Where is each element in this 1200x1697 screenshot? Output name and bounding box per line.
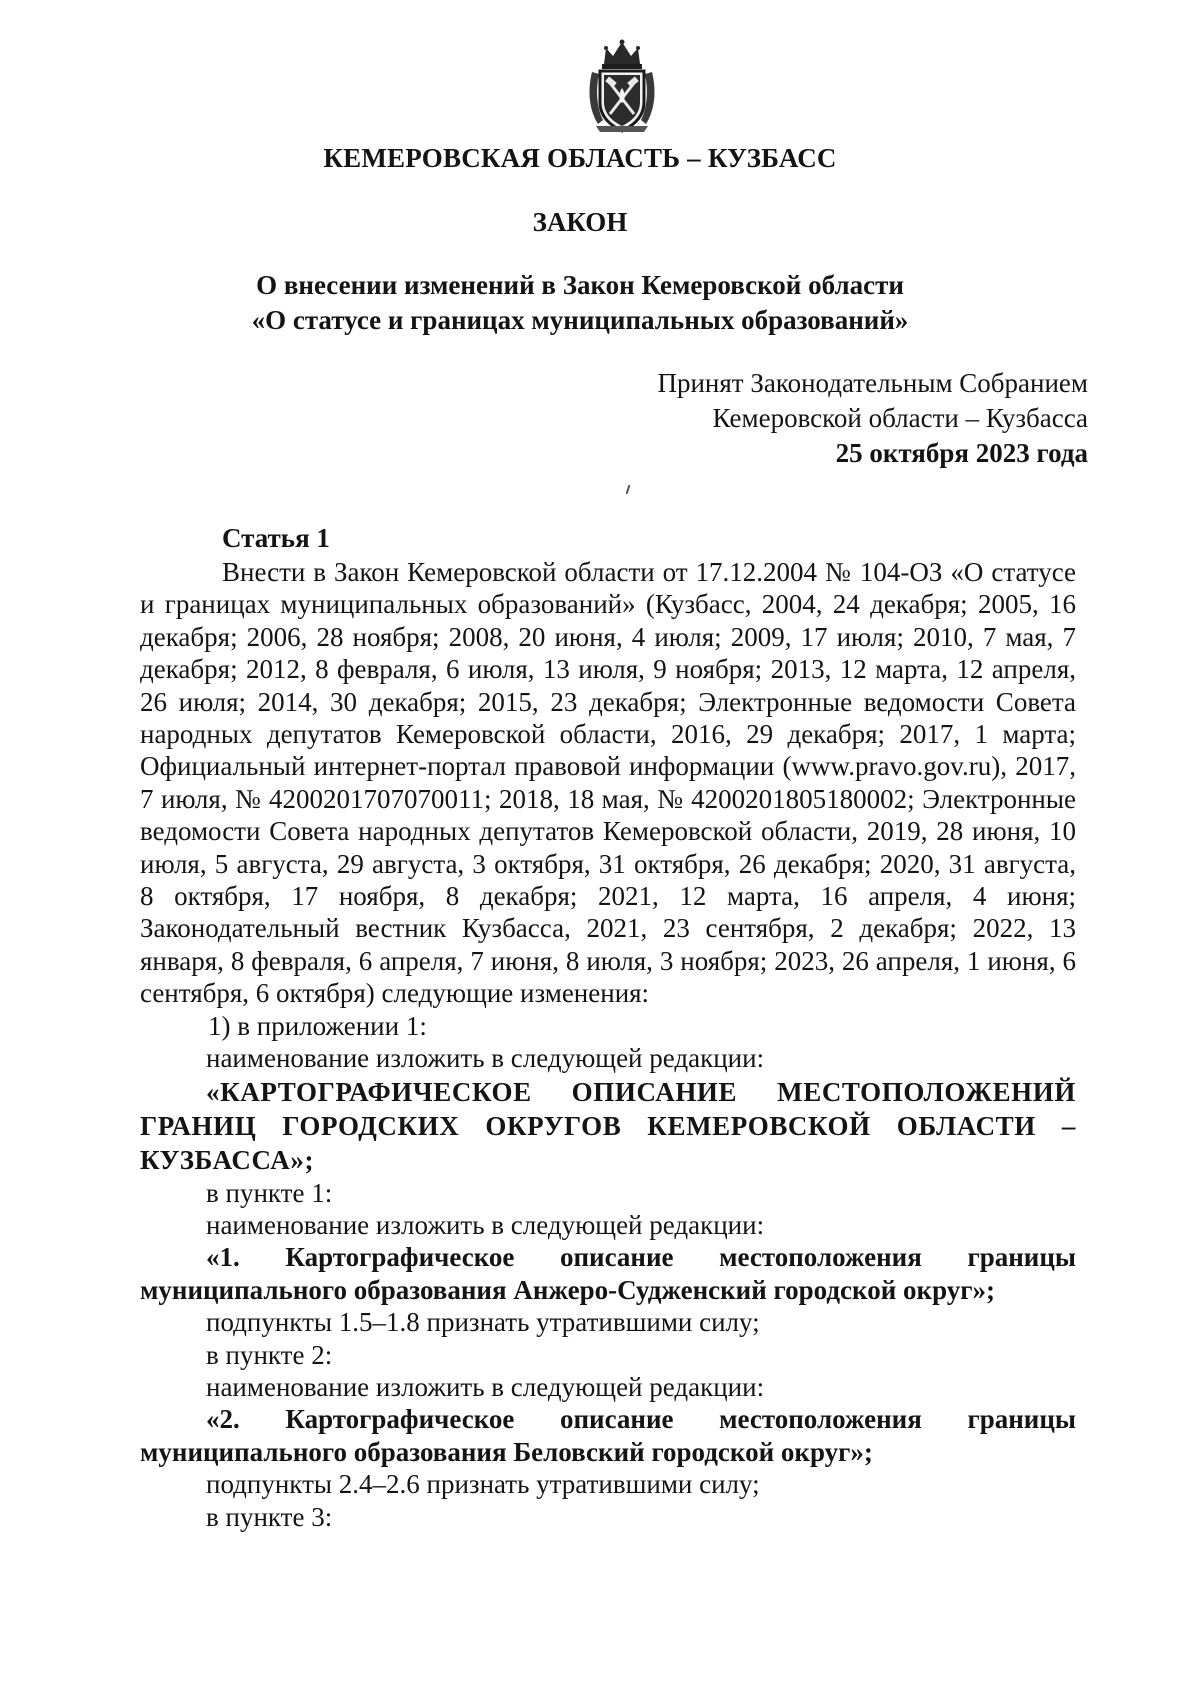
point-heading: в пункте 2: [206,1339,333,1370]
document-type-label: ЗАКОН [532,207,628,237]
adoption-line-1: Принят Законодательным Собранием [657,368,1088,398]
article-heading: Статья 1 [222,523,330,553]
void-subpoints: подпункты 2.4–2.6 признать утратившими силу; [206,1469,760,1500]
point-heading: в пункте 3: [206,1501,333,1532]
region-title: КЕМЕРОВСКАЯ ОБЛАСТЬ – КУЗБАСС [323,143,837,173]
adoption-date: 25 октября 2023 года [835,438,1088,468]
article-body [140,556,1076,1533]
law-subject [0,268,1160,338]
amendment-item-1: 1) в приложении 1: [208,1010,427,1041]
law-subject-line-1: О внесении изменений в Закон Кемеровской области [256,270,904,300]
law-subject-line-2: «О статусе и границах муниципальных образований» [251,305,909,335]
rename-instruction: наименование изложить в следующей редакции: [206,1209,765,1240]
point-heading: в пункте 1: [206,1177,333,1208]
void-subpoints: подпункты 1.5–1.8 признать утратившими силу; [206,1307,760,1338]
kuzbass-coat-of-arms-icon [586,38,658,134]
adoption-block [657,366,1088,471]
adoption-line-2: Кемеровской области – Кузбасса [712,403,1088,433]
new-point-1-title: «1. Картографическое описание местоположения границы муниципального образования Анжеро-Судженский городской округ»; [140,1242,1076,1305]
rename-instruction: наименование изложить в следующей редакции: [206,1043,765,1074]
article-intro: Внести в Закон Кемеровской области от 17.12.2004 № 104-ОЗ «О статусе и границах муниципальных образований» (Кузбасс, 2004, 24 декабря; 2005, 16 декабря; 2006, 28 ноября; 2008, 20 июня, 4 июля; 2009, 17 июля; 2010, 7 мая, 7 декабря; 2012, 8 февраля, 6 июля, 13 июля, 9 ноября; 2013, 12 марта, 12 апреля, 26 июля; 2014, 30 декабря; 2015, 23 декабря; Электронные ведомости Совета народных депутатов Кемеровской области, 2016, 29 декабря; 2017, 1 марта; Официальный интернет-портал правовой информации (www.pravo.gov.ru), 2017, 7 июля, № 4200201707070011; 2018, 18 мая, № 4200201805180002; Электронные ведомости Совета народных депутатов Кемеровской области, 2019, 28 июня, 10 июля, 5 августа, 29 августа, 3 октября, 31 октября, 26 декабря; 2020, 31 августа, 8 октября, 17 ноября, 8 декабря; 2021, 12 марта, 16 апреля, 4 июня; Законодательный вестник Кузбасса, 2021, 23 сентября, 2 декабря; 2022, 13 января, 8 февраля, 6 апреля, 7 июня, 8 июля, 3 ноября; 2023, 26 апреля, 1 июня, 6 сентября, 6 октября) следующие изменения: [140,557,1076,1009]
rename-instruction: наименование изложить в следующей редакции: [206,1371,765,1402]
new-appendix-title: «КАРТОГРАФИЧЕСКОЕ ОПИСАНИЕ МЕСТОПОЛОЖЕНИЙ ГРАНИЦ ГОРОДСКИХ ОКРУГОВ КЕМЕРОВСКОЙ ОБЛАСТИ – КУЗБАССА»; [140,1076,1076,1175]
scan-mark [626,485,631,494]
new-point-2-title: «2. Картографическое описание местоположения границы муниципального образования Беловский городской округ»; [140,1404,1076,1467]
